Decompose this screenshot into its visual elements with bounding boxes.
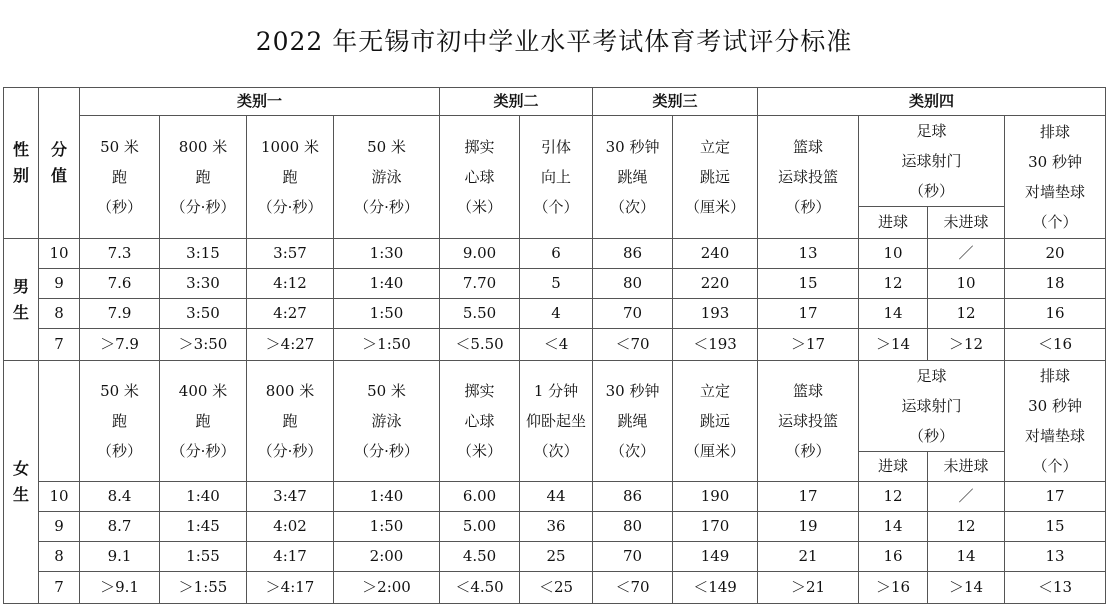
table-cell: 190 bbox=[673, 482, 758, 512]
event-header bbox=[80, 116, 160, 239]
table-cell: ＞7.9 bbox=[80, 329, 160, 361]
cell-line: 跳绳 bbox=[617, 412, 648, 430]
cell-line: 游泳 bbox=[371, 412, 402, 430]
category-header: 类别三 bbox=[593, 88, 758, 116]
cell-line: （分·秒） bbox=[170, 442, 236, 460]
table-cell: ＞17 bbox=[758, 329, 859, 361]
cell-line: 篮球 bbox=[793, 382, 824, 400]
cell-line: 800 米 bbox=[178, 138, 228, 156]
event-header bbox=[1005, 361, 1106, 482]
cell-line: 跑 bbox=[111, 412, 127, 430]
table-cell: 86 bbox=[593, 482, 673, 512]
table-cell: 12 bbox=[859, 482, 928, 512]
cell-line: 50 米 bbox=[100, 382, 139, 400]
cell-line: 对墙垫球 bbox=[1025, 427, 1086, 445]
table-cell: 4:02 bbox=[247, 512, 334, 542]
cell-line: 向上 bbox=[541, 168, 572, 186]
table-cell: ＜70 bbox=[593, 329, 673, 361]
event-header bbox=[247, 116, 334, 239]
score-value: 8 bbox=[39, 299, 80, 329]
table-cell: 170 bbox=[673, 512, 758, 542]
event-header bbox=[80, 361, 160, 482]
table-cell: 86 bbox=[593, 239, 673, 269]
table-cell: 70 bbox=[593, 299, 673, 329]
table-cell: 70 bbox=[593, 542, 673, 572]
event-header bbox=[593, 361, 673, 482]
soccer-subheader: 进球 bbox=[859, 452, 928, 482]
table-cell: 17 bbox=[758, 299, 859, 329]
score-value: 8 bbox=[39, 542, 80, 572]
table-cell: ＜4 bbox=[520, 329, 593, 361]
table-cell: 5.50 bbox=[440, 299, 520, 329]
cell-line: 掷实 bbox=[464, 138, 495, 156]
cell-line: （厘米） bbox=[685, 198, 746, 216]
cell-line: 跑 bbox=[195, 168, 211, 186]
cell-line: 心球 bbox=[464, 412, 495, 430]
table-cell: 9.00 bbox=[440, 239, 520, 269]
table-cell: 4:27 bbox=[247, 299, 334, 329]
score-header bbox=[39, 88, 80, 239]
blank-cell bbox=[39, 361, 80, 482]
event-header bbox=[247, 361, 334, 482]
cell-line: 分 bbox=[50, 140, 67, 159]
table-cell: 17 bbox=[758, 482, 859, 512]
score-value: 10 bbox=[39, 239, 80, 269]
table-cell: 1:30 bbox=[334, 239, 440, 269]
cell-line: 跑 bbox=[282, 412, 298, 430]
event-header bbox=[440, 361, 520, 482]
table-cell: ＜13 bbox=[1005, 572, 1106, 604]
page-title: 2022 年无锡市初中学业水平考试体育考试评分标准 bbox=[255, 27, 853, 56]
table-cell: ＜4.50 bbox=[440, 572, 520, 604]
cell-line: （秒） bbox=[96, 442, 142, 460]
table-cell: ＞4:27 bbox=[247, 329, 334, 361]
table-cell: 3:47 bbox=[247, 482, 334, 512]
table-cell: 3:30 bbox=[160, 269, 247, 299]
cell-line: 50 米 bbox=[367, 382, 406, 400]
event-header bbox=[160, 361, 247, 482]
cell-line: 足球 bbox=[916, 122, 947, 140]
event-header bbox=[1005, 116, 1106, 239]
table-cell: ＞3:50 bbox=[160, 329, 247, 361]
table-cell: 3:15 bbox=[160, 239, 247, 269]
cell-line: 仰卧起坐 bbox=[526, 412, 587, 430]
table-row bbox=[4, 329, 1106, 361]
table-cell: ＞14 bbox=[859, 329, 928, 361]
cell-line: 50 米 bbox=[100, 138, 139, 156]
cell-line: （分·秒） bbox=[257, 442, 323, 460]
cell-line: （秒） bbox=[909, 427, 955, 445]
table-cell: 16 bbox=[1005, 299, 1106, 329]
table-cell: 240 bbox=[673, 239, 758, 269]
soccer-subheader: 未进球 bbox=[928, 452, 1005, 482]
table-cell: 7.70 bbox=[440, 269, 520, 299]
cell-line: （米） bbox=[457, 442, 503, 460]
cell-line: 跳远 bbox=[700, 168, 731, 186]
cell-line: 对墙垫球 bbox=[1025, 183, 1086, 201]
table-cell: 14 bbox=[928, 542, 1005, 572]
cell-line: （分·秒） bbox=[257, 198, 323, 216]
event-header bbox=[160, 116, 247, 239]
cell-line: 排球 bbox=[1040, 367, 1071, 385]
table-cell: 10 bbox=[859, 239, 928, 269]
cell-line: 30 秒钟 bbox=[1028, 397, 1082, 415]
table-cell: 25 bbox=[520, 542, 593, 572]
table-row bbox=[4, 512, 1106, 542]
cell-line: 运球射门 bbox=[901, 152, 962, 170]
table-row bbox=[4, 299, 1106, 329]
table-cell: 12 bbox=[928, 512, 1005, 542]
cell-line: 运球射门 bbox=[901, 397, 962, 415]
cell-line: 跑 bbox=[195, 412, 211, 430]
cell-line: （分·秒） bbox=[354, 198, 419, 216]
score-table bbox=[3, 87, 1106, 604]
table-cell: ＞16 bbox=[859, 572, 928, 604]
table-cell: 220 bbox=[673, 269, 758, 299]
event-header bbox=[334, 361, 440, 482]
table-cell: 12 bbox=[928, 299, 1005, 329]
table-cell: 1:55 bbox=[160, 542, 247, 572]
table-cell: 4 bbox=[520, 299, 593, 329]
cell-line: 1 分钟 bbox=[533, 382, 579, 400]
event-header bbox=[520, 116, 593, 239]
table-row bbox=[4, 239, 1106, 269]
table-cell: 1:40 bbox=[334, 482, 440, 512]
category-header: 类别一 bbox=[80, 88, 440, 116]
table-row bbox=[4, 116, 1106, 207]
table-cell: 21 bbox=[758, 542, 859, 572]
table-cell: 7.9 bbox=[80, 299, 160, 329]
cell-line: 30 秒钟 bbox=[605, 382, 660, 400]
table-cell: 13 bbox=[1005, 542, 1106, 572]
cell-line: 50 米 bbox=[367, 138, 406, 156]
cell-line: （个） bbox=[1032, 457, 1078, 475]
table-cell: ＞12 bbox=[928, 329, 1005, 361]
table-cell: 44 bbox=[520, 482, 593, 512]
table-cell: ＜193 bbox=[673, 329, 758, 361]
cell-line: 跑 bbox=[111, 168, 127, 186]
female-label bbox=[4, 361, 39, 604]
event-header bbox=[673, 116, 758, 239]
cell-line: 800 米 bbox=[265, 382, 315, 400]
table-cell: 8.4 bbox=[80, 482, 160, 512]
table-cell: 36 bbox=[520, 512, 593, 542]
table-cell: 7.6 bbox=[80, 269, 160, 299]
soccer-subheader: 进球 bbox=[859, 207, 928, 239]
table-cell: 16 bbox=[859, 542, 928, 572]
cell-line: 30 秒钟 bbox=[605, 138, 660, 156]
score-value: 9 bbox=[39, 512, 80, 542]
cell-line: 心球 bbox=[464, 168, 495, 186]
table-cell: ＞1:50 bbox=[334, 329, 440, 361]
table-cell: 4:17 bbox=[247, 542, 334, 572]
event-header bbox=[758, 361, 859, 482]
table-cell: 1:45 bbox=[160, 512, 247, 542]
cell-line: 引体 bbox=[541, 138, 572, 156]
gender-header bbox=[4, 88, 39, 239]
table-cell: ＞2:00 bbox=[334, 572, 440, 604]
table-cell: ＞9.1 bbox=[80, 572, 160, 604]
table-cell: 15 bbox=[1005, 512, 1106, 542]
category-header: 类别二 bbox=[440, 88, 593, 116]
event-header bbox=[859, 361, 1005, 452]
table-cell: ／ bbox=[928, 482, 1005, 512]
table-cell: ＜25 bbox=[520, 572, 593, 604]
table-cell: 6 bbox=[520, 239, 593, 269]
table-cell: ＞21 bbox=[758, 572, 859, 604]
cell-line: 立定 bbox=[700, 382, 731, 400]
table-cell: 10 bbox=[928, 269, 1005, 299]
cell-line: 掷实 bbox=[464, 382, 495, 400]
table-row bbox=[4, 542, 1106, 572]
table-cell: ＞14 bbox=[928, 572, 1005, 604]
table-cell: ／ bbox=[928, 239, 1005, 269]
soccer-subheader: 未进球 bbox=[928, 207, 1005, 239]
event-header bbox=[440, 116, 520, 239]
table-cell: 4:12 bbox=[247, 269, 334, 299]
table-cell: ＞4:17 bbox=[247, 572, 334, 604]
table-cell: 6.00 bbox=[440, 482, 520, 512]
cell-line: 生 bbox=[12, 302, 29, 322]
cell-line: 篮球 bbox=[793, 138, 824, 156]
event-header bbox=[673, 361, 758, 482]
table-cell: 4.50 bbox=[440, 542, 520, 572]
cell-line: 女 bbox=[12, 459, 29, 478]
table-cell: 18 bbox=[1005, 269, 1106, 299]
table-cell: 5 bbox=[520, 269, 593, 299]
table-cell: 1:50 bbox=[334, 512, 440, 542]
event-header bbox=[758, 116, 859, 239]
table-row bbox=[4, 88, 1106, 116]
cell-line: （分·秒） bbox=[170, 198, 236, 216]
table-row bbox=[4, 269, 1106, 299]
score-value: 7 bbox=[39, 572, 80, 604]
cell-line: （厘米） bbox=[685, 442, 746, 460]
cell-line: 运球投篮 bbox=[778, 412, 839, 430]
table-cell: 1:40 bbox=[160, 482, 247, 512]
cell-line: 跳绳 bbox=[617, 168, 648, 186]
table-cell: 17 bbox=[1005, 482, 1106, 512]
table-cell: 15 bbox=[758, 269, 859, 299]
cell-line: 生 bbox=[12, 485, 29, 504]
table-cell: 80 bbox=[593, 269, 673, 299]
table-cell: 149 bbox=[673, 542, 758, 572]
table-cell: ＜149 bbox=[673, 572, 758, 604]
table-cell: 14 bbox=[859, 299, 928, 329]
cell-line: （次） bbox=[533, 442, 579, 460]
table-cell: 12 bbox=[859, 269, 928, 299]
table-cell: 193 bbox=[673, 299, 758, 329]
table-cell: ＜5.50 bbox=[440, 329, 520, 361]
cell-line: （次） bbox=[610, 442, 656, 460]
table-cell: 2:00 bbox=[334, 542, 440, 572]
table-cell: 20 bbox=[1005, 239, 1106, 269]
cell-line: （秒） bbox=[909, 182, 955, 200]
table-cell: 1:40 bbox=[334, 269, 440, 299]
cell-line: 别 bbox=[12, 166, 29, 185]
cell-line: 足球 bbox=[916, 367, 947, 385]
cell-line: （米） bbox=[457, 198, 503, 216]
cell-line: （分·秒） bbox=[354, 442, 419, 460]
cell-line: 排球 bbox=[1040, 123, 1071, 141]
cell-line: 运球投篮 bbox=[778, 168, 839, 186]
table-cell: 7.3 bbox=[80, 239, 160, 269]
table-cell: 8.7 bbox=[80, 512, 160, 542]
cell-line: （次） bbox=[610, 198, 656, 216]
table-cell: 3:57 bbox=[247, 239, 334, 269]
table-cell: 19 bbox=[758, 512, 859, 542]
cell-line: 1000 米 bbox=[261, 138, 319, 156]
cell-line: 400 米 bbox=[178, 382, 228, 400]
cell-line: 性 bbox=[12, 140, 29, 159]
event-header bbox=[859, 116, 1005, 207]
cell-line: 30 秒钟 bbox=[1028, 153, 1082, 171]
cell-line: （个） bbox=[1032, 213, 1078, 231]
cell-line: 立定 bbox=[700, 138, 731, 156]
event-header bbox=[520, 361, 593, 482]
table-cell: 9.1 bbox=[80, 542, 160, 572]
table-cell: 14 bbox=[859, 512, 928, 542]
cell-line: 男 bbox=[12, 276, 29, 296]
table-cell: 80 bbox=[593, 512, 673, 542]
score-value: 7 bbox=[39, 329, 80, 361]
table-cell: ＞1:55 bbox=[160, 572, 247, 604]
cell-line: （秒） bbox=[785, 198, 831, 216]
table-row bbox=[4, 482, 1106, 512]
table-cell: 13 bbox=[758, 239, 859, 269]
table-row bbox=[4, 361, 1106, 452]
table-cell: 1:50 bbox=[334, 299, 440, 329]
cell-line: （个） bbox=[533, 198, 579, 216]
score-value: 9 bbox=[39, 269, 80, 299]
table-cell: 5.00 bbox=[440, 512, 520, 542]
table-cell: 3:50 bbox=[160, 299, 247, 329]
score-value: 10 bbox=[39, 482, 80, 512]
cell-line: （秒） bbox=[785, 442, 831, 460]
cell-line: 值 bbox=[50, 166, 67, 185]
cell-line: 游泳 bbox=[371, 168, 402, 186]
male-label bbox=[4, 239, 39, 361]
category-header: 类别四 bbox=[758, 88, 1106, 116]
cell-line: 跳远 bbox=[700, 412, 731, 430]
table-cell: ＜16 bbox=[1005, 329, 1106, 361]
cell-line: 跑 bbox=[282, 168, 298, 186]
table-cell: ＜70 bbox=[593, 572, 673, 604]
event-header bbox=[593, 116, 673, 239]
event-header bbox=[334, 116, 440, 239]
cell-line: （秒） bbox=[96, 198, 142, 216]
